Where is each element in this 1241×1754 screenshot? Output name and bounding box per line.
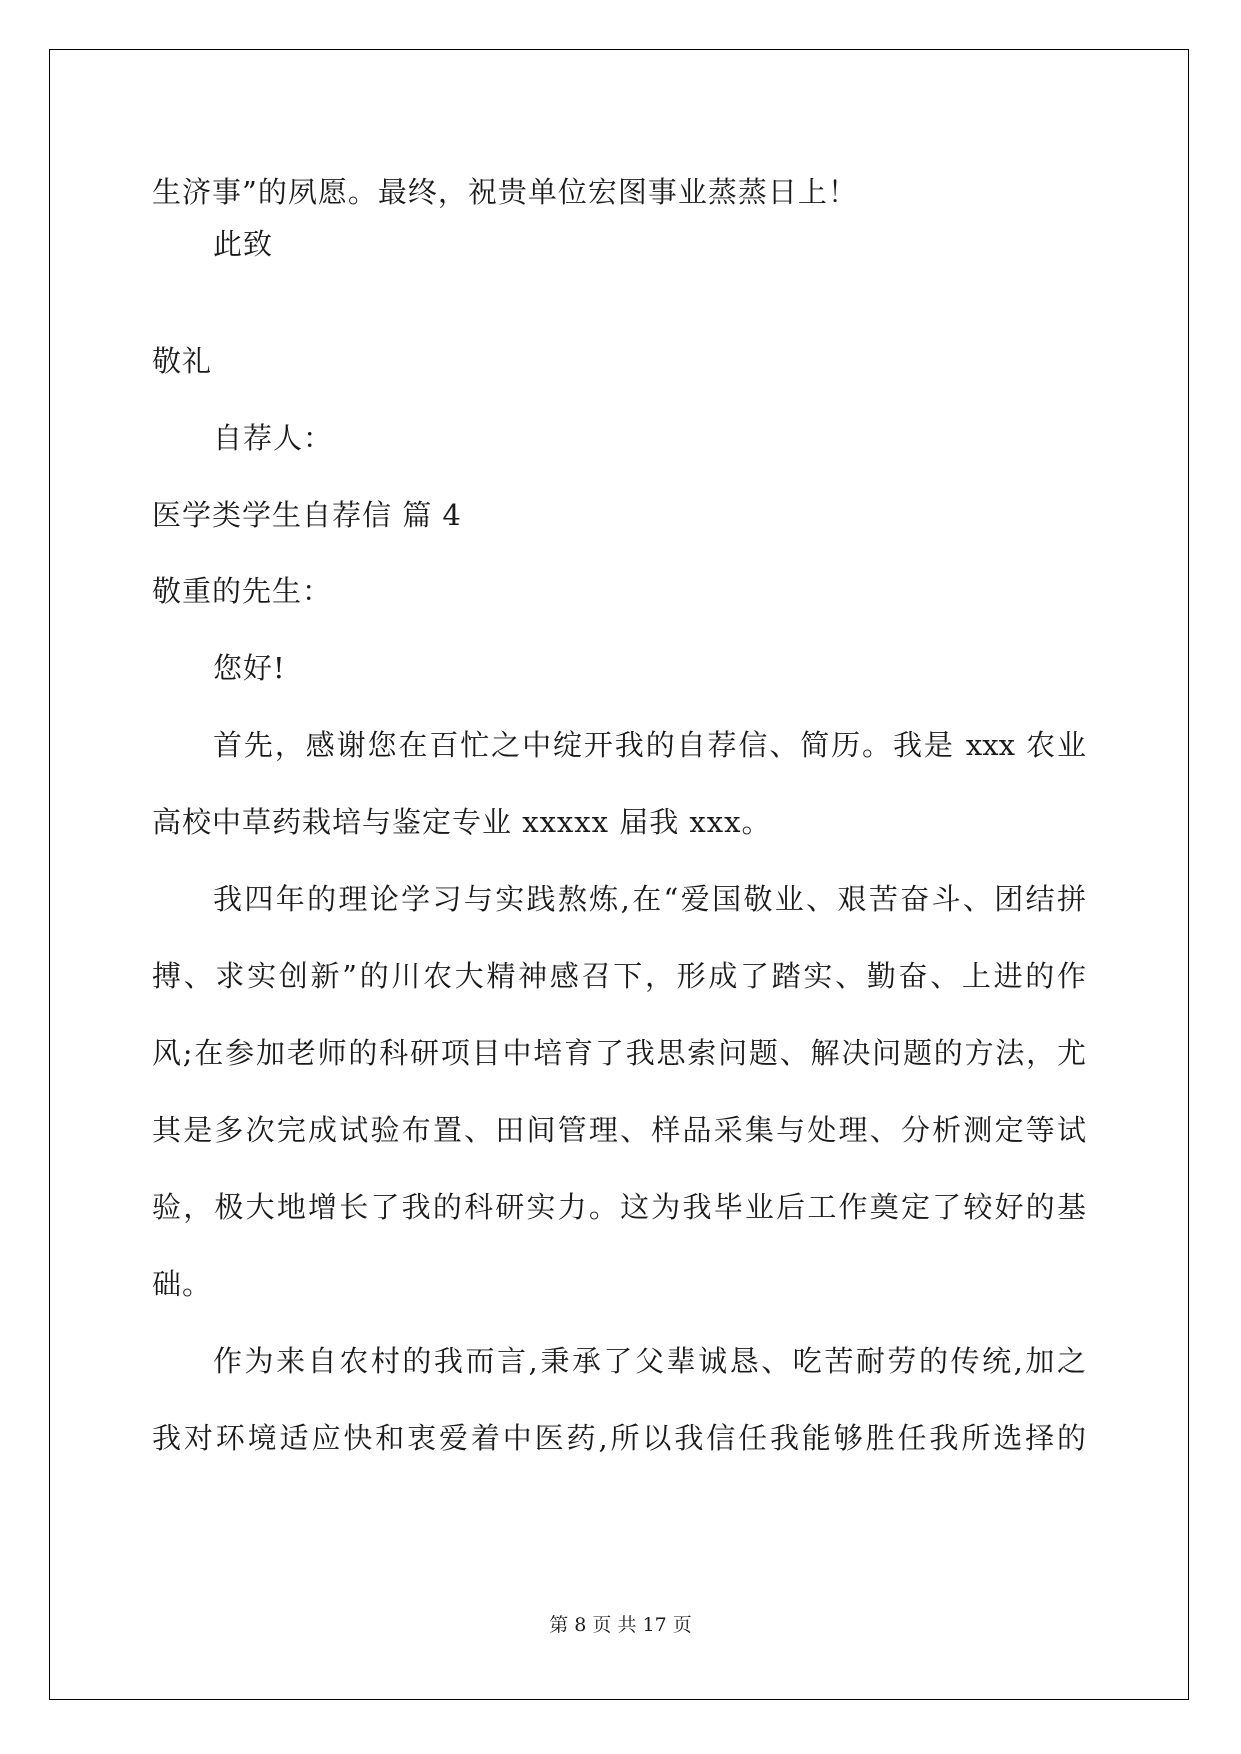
salutation-jingli: 敬礼 <box>152 344 213 378</box>
paragraph-line: 首先，感谢您在百忙之中绽开我的自荐信、简历。我是 xxx 农业 <box>213 728 1086 762</box>
paragraph-line: 作为来自农村的我而言,秉承了父辈诚恳、吃苦耐劳的传统,加之 <box>213 1344 1086 1378</box>
paragraph-line: 搏、求实创新”的川农大精神感召下，形成了踏实、勤奋、上进的作 <box>152 959 1086 993</box>
paragraph-line: 风;在参加老师的科研项目中培育了我思索问题、解决问题的方法，尤 <box>152 1036 1086 1070</box>
closing-wish-line: 生济事”的夙愿。最终，祝贵单位宏图事业蒸蒸日上！ <box>152 175 858 209</box>
paragraph-line: 验，极大地增长了我的科研实力。这为我毕业后工作奠定了较好的基 <box>152 1190 1086 1224</box>
paragraph-line: 我对环境适应快和衷爱着中医药,所以我信任我能够胜任我所选择的 <box>152 1421 1086 1455</box>
greeting-addressee: 敬重的先生： <box>152 574 333 608</box>
greeting-hello: 您好! <box>213 651 286 685</box>
paragraph-line: 高校中草药栽培与鉴定专业 xxxxx 届我 xxx。 <box>152 805 772 839</box>
section-heading: 医学类学生自荐信 篇 4 <box>152 498 462 532</box>
salutation-cizhi: 此致 <box>213 227 274 261</box>
page-number-footer: 第 8 页 共 17 页 <box>549 1614 692 1636</box>
signature-label: 自荐人： <box>213 421 334 455</box>
paragraph-line: 我四年的理论学习与实践熬炼,在“爱国敬业、艰苦奋斗、团结拼 <box>213 882 1086 916</box>
paragraph-line: 其是多次完成试验布置、田间管理、样品采集与处理、分析测定等试 <box>152 1113 1086 1147</box>
paragraph-line: 础。 <box>152 1267 213 1301</box>
